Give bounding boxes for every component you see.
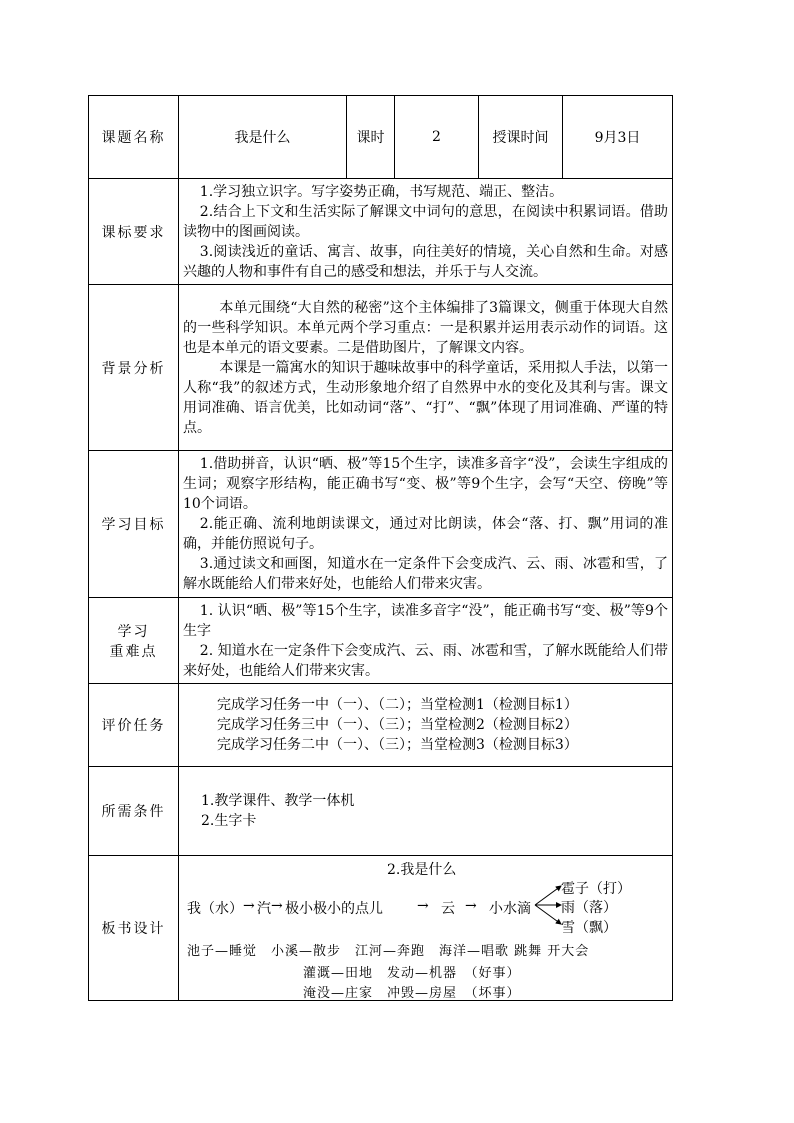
standards-line-1: 1.学习独立识字。写字姿势正确，书写规范、端正、整洁。 — [199, 183, 564, 200]
key-points-label-line-1: 学习 — [117, 623, 150, 640]
background-row — [89, 285, 673, 451]
period-value: 2 — [395, 96, 479, 179]
board-row-3: 淹没—庄家 冲毁—房屋 （坏事） — [303, 986, 521, 1001]
board-branch-mid: 雨（落） — [561, 900, 617, 916]
objectives-row — [89, 451, 673, 598]
board-chain-start: 我（水） — [187, 901, 243, 917]
board-arrow-3: → — [417, 898, 429, 914]
background-para-1: 本单元围绕“大自然的秘密”这个主体编排了3篇课文，侧重于体现大自然的一些科学知识。本单元两个学习重点：一是积累并运用表示动作的词语。这也是本单元的语文要素。二是借助图片，了解课文内容。 — [183, 299, 668, 356]
objectives-line-2: 2.能正确、流利地朗读课文，通过对比朗读，体会“落、打、飘”用词的准确，并能仿照说句子。 — [183, 516, 668, 552]
evaluation-row — [89, 684, 673, 767]
board-chain-4: 小水滴 — [489, 901, 531, 917]
board-chain-2: 极小极小的点儿 — [285, 901, 383, 917]
lesson-plan-table — [88, 95, 673, 1001]
evaluation-content — [179, 684, 673, 767]
topic-label: 课题名称 — [89, 96, 179, 179]
key-points-label-line-2: 重难点 — [109, 643, 158, 660]
date-label: 授课时间 — [479, 96, 563, 179]
board-title: 2.我是什么 — [387, 862, 457, 878]
branch-arrow-top — [535, 886, 561, 905]
key-points-row — [89, 598, 673, 684]
conditions-row — [89, 767, 673, 856]
standards-line-3: 3.阅读浅近的童话、寓言、故事，向往美好的情境，关心自然和生命。对感兴趣的人物和事件有自己的感受和想法，并乐于与人交流。 — [183, 243, 668, 280]
evaluation-line-1: 完成学习任务一中（一）、（二）；当堂检测1（检测目标1） — [217, 697, 578, 713]
key-points-line-1: 1. 认识“晒、极”等15个生字，读准多音字“没”，能正确书写“变、极”等9个生字 — [183, 602, 668, 639]
board-content — [179, 856, 673, 1001]
board-arrow-1: → — [243, 898, 255, 914]
board-chain-1: 汽 — [257, 901, 271, 917]
period-label: 课时 — [347, 96, 395, 179]
conditions-line-2: 2.生字卡 — [201, 813, 257, 829]
objectives-label: 学习目标 — [89, 451, 179, 598]
background-label: 背景分析 — [89, 285, 179, 451]
objectives-line-3: 3.通过读文和画图，知道水在一定条件下会变成汽、云、雨、冰雹和雪，了解水既能给人们带来好处，也能给人们带来灾害。 — [183, 556, 668, 592]
standards-row — [89, 179, 673, 285]
conditions-line-1: 1.教学课件、教学一体机 — [201, 793, 355, 809]
background-para-2: 本课是一篇寓水的知识于趣味故事中的科学童话，采用拟人手法，以第一人称“我”的叙述方式，生动形象地介绍了自然界中水的变化及其利与害。课文用词准确、语言优美，比如动词“落”、“打”、“飘”体现了用词准确、严谨的特点。 — [183, 359, 668, 436]
background-content — [179, 285, 673, 451]
objectives-line-1: 1.借助拼音，认识“晒、极”等15个生字，读准多音字“没”，会读生字组成的生词；观察字形结构，能正确书写“变、极”等9个生字，会写“天空、傍晚”等10个词语。 — [183, 456, 668, 512]
header-row — [89, 96, 673, 179]
standards-label: 课标要求 — [89, 179, 179, 285]
objectives-content — [179, 451, 673, 598]
evaluation-line-2: 完成学习任务三中（一）、（三）；当堂检测2（检测目标2） — [217, 717, 578, 733]
board-chain-3: 云 — [441, 901, 455, 917]
board-row — [89, 856, 673, 1001]
board-design — [179, 856, 672, 1000]
board-branch-bottom: 雪（飘） — [561, 920, 617, 936]
board-label: 板书设计 — [89, 856, 179, 1001]
board-arrow-4: → — [465, 898, 477, 914]
board-arrow-2: → — [271, 898, 283, 914]
evaluation-label: 评价任务 — [89, 684, 179, 767]
evaluation-line-3: 完成学习任务二中（一）、（三）；当堂检测3（检测目标3） — [217, 737, 578, 753]
board-branch-top: 雹子（打） — [561, 881, 631, 897]
key-points-content — [179, 598, 673, 684]
branch-arrow-bottom — [535, 905, 561, 924]
topic-value: 我是什么 — [179, 96, 347, 179]
key-points-line-2: 2. 知道水在一定条件下会变成汽、云、雨、冰雹和雪，了解水既能给人们带来好处，也能给人们带来灾害。 — [183, 642, 668, 679]
board-row-1: 池子—睡觉 小溪—散步 江河—奔跑 海洋—唱歌 跳舞 开大会 — [187, 944, 590, 959]
lesson-plan-page — [88, 95, 672, 1001]
conditions-label: 所需条件 — [89, 767, 179, 856]
board-row-2: 灌溉—田地 发动—机器 （好事） — [303, 966, 521, 981]
standards-content — [179, 179, 673, 285]
date-value: 9月3日 — [563, 96, 673, 179]
key-points-label — [89, 598, 179, 684]
conditions-content — [179, 767, 673, 856]
standards-line-2: 2.结合上下文和生活实际了解课文中词句的意思，在阅读中积累词语。借助读物中的图画阅读。 — [183, 203, 668, 240]
